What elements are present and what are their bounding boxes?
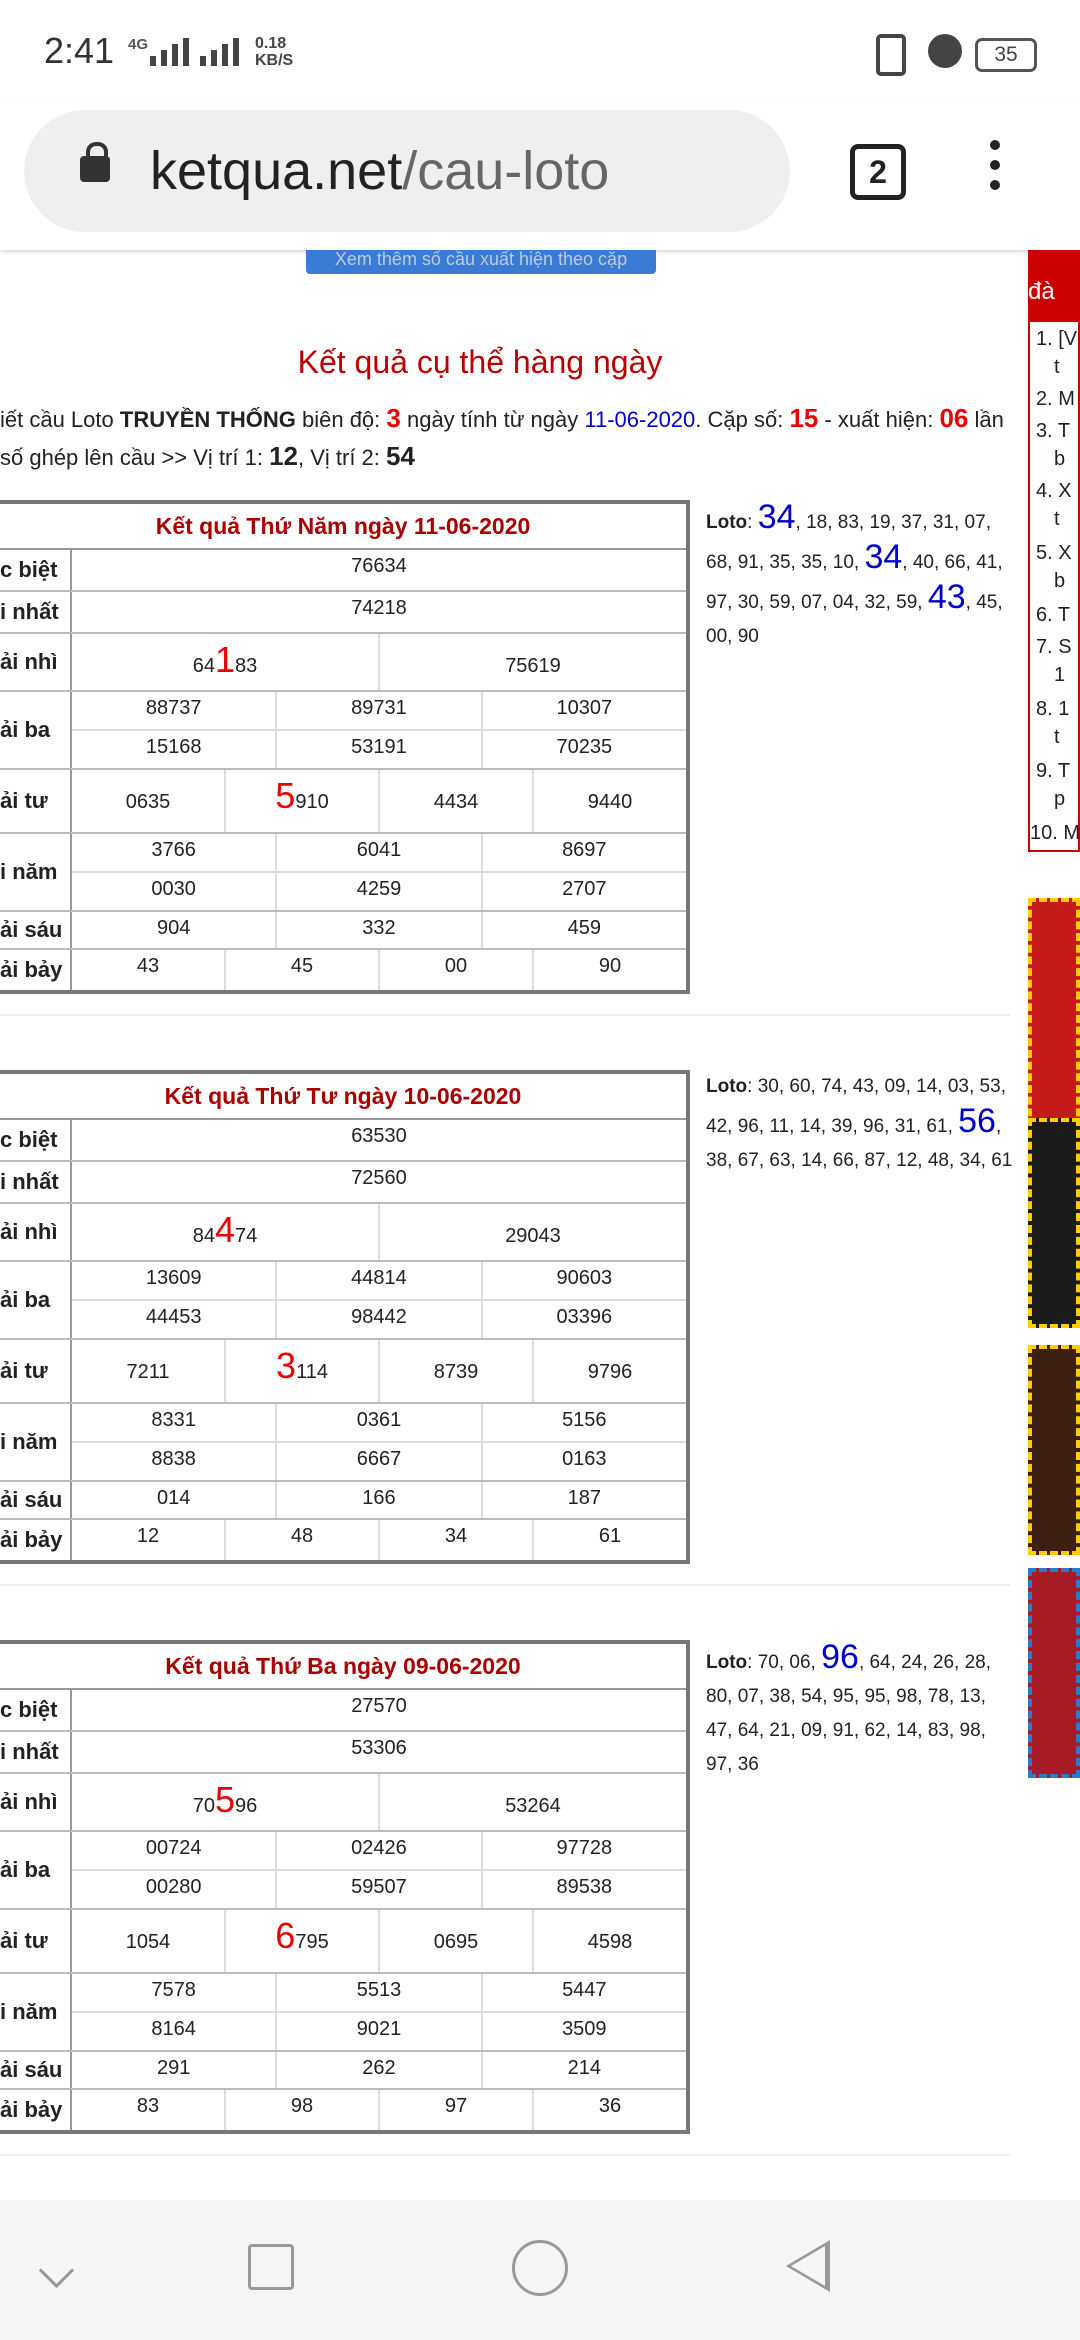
sidebar-item[interactable]: 2. M (1036, 388, 1075, 410)
prize-line (72, 634, 686, 690)
intro-text: iết cầu Loto TRUYỀN THỐNG biên độ: 3 ngày tính từ ngày 11-06-2020. Cặp số: 15 - xuất hiện: 06 lần số ghép lên cầu >> Vị trí 1: 12, Vị trí 2: 54 (0, 403, 1004, 471)
prize-value-prefix: 53264 (505, 1795, 561, 1817)
prize-line (72, 1262, 686, 1299)
prize-line (72, 1869, 686, 1908)
prize-values (72, 1262, 686, 1338)
prize-label: i năm (0, 1404, 72, 1480)
loto-numbers: 70, 06, (757, 1652, 822, 1673)
prize-row-bay (0, 1520, 686, 1560)
prize-value: 90603 (481, 1262, 686, 1299)
prize-value: 7578 (151, 1979, 196, 2001)
prize-line (72, 1690, 686, 1730)
prize-value: 15168 (145, 736, 202, 758)
system-nav-bar (0, 2200, 1080, 2340)
prize-value: 6041 (275, 834, 480, 871)
prize-label: i năm (0, 834, 72, 910)
prize-line (72, 1404, 686, 1441)
sidebar-item[interactable]: 1 (1054, 664, 1066, 686)
prize-label: ải ba (0, 1832, 72, 1908)
prize-value: 291 (156, 2057, 191, 2079)
prize-values (72, 1910, 686, 1972)
prize-value: 27570 (351, 1695, 407, 1717)
prize-value-highlight: 1 (214, 639, 236, 680)
prize-row-sau (0, 2052, 686, 2090)
prize-value: 0163 (481, 1443, 686, 1480)
prize-values (72, 1482, 686, 1518)
prize-value-suffix: 96 (235, 1795, 258, 1817)
prize-value: 36 (532, 2090, 686, 2130)
prize-value: 9021 (275, 2013, 480, 2050)
prize-values (72, 550, 686, 590)
prize-label: ải tư (0, 1340, 72, 1402)
prize-values (72, 1404, 686, 1480)
prize-row-tu (0, 1910, 686, 1974)
prize-label: ải sáu (0, 912, 72, 948)
sidebar-header: đà (1028, 250, 1080, 322)
prize-value-suffix: 910 (295, 791, 329, 813)
sidebar-item[interactable]: 9. T (1036, 760, 1071, 782)
result-table (0, 500, 690, 994)
ad-banner[interactable] (1028, 1118, 1080, 1328)
prize-row-ba (0, 1262, 686, 1340)
ad-banner[interactable] (1028, 1345, 1080, 1555)
prize-value (378, 1204, 686, 1260)
prize-values (72, 770, 686, 832)
prize-value: 98442 (275, 1301, 480, 1338)
prize-values (72, 834, 686, 910)
section-divider (0, 1014, 1010, 1016)
prize-value-prefix: 29043 (505, 1225, 561, 1247)
prize-row-db (0, 1120, 686, 1162)
loto-numbers: , 38, 67, 63, 14, 66, 87, 12, 48, 34, 61 (706, 1116, 1013, 1171)
prize-value: 44453 (145, 1306, 202, 1328)
prize-value: 8697 (481, 834, 686, 871)
prize-label: ải bảy (0, 2090, 72, 2130)
prize-value-prefix: 84 (192, 1225, 215, 1247)
prize-values (72, 2090, 686, 2130)
prize-value: 00 (378, 950, 532, 990)
prize-value: 187 (481, 1482, 686, 1518)
prize-values (72, 1832, 686, 1908)
sidebar-item[interactable]: 8. 1 (1036, 698, 1070, 720)
prize-value: 76634 (351, 555, 407, 577)
home-button[interactable] (512, 2240, 568, 2296)
prize-values (72, 1340, 686, 1402)
prize-row-sau (0, 912, 686, 950)
prize-value: 89731 (275, 692, 480, 729)
prize-value (532, 1910, 686, 1972)
sidebar-item[interactable]: b (1054, 448, 1066, 470)
sidebar-item[interactable]: p (1054, 788, 1066, 810)
prize-line (72, 1732, 686, 1772)
prize-value-prefix: 64 (192, 655, 215, 677)
prize-row-nhat (0, 1162, 686, 1204)
prize-value (378, 1340, 532, 1402)
prize-row-bay (0, 950, 686, 990)
net-speed: 0.18 KB/S (255, 35, 294, 69)
prize-line (72, 2011, 686, 2050)
prize-row-nhi (0, 1204, 686, 1262)
prize-line (72, 2052, 686, 2088)
loto-highlight: 34 (757, 498, 796, 536)
prize-value (378, 634, 686, 690)
result-title: Kết quả Thứ Ba ngày 09-06-2020 (0, 1644, 686, 1690)
prize-value: 53191 (275, 731, 480, 768)
prize-value: 34 (378, 1520, 532, 1560)
prize-value: 459 (481, 912, 686, 948)
prize-value: 90 (532, 950, 686, 990)
loto-label: Loto (706, 1652, 748, 1673)
prize-value-prefix: 4434 (433, 791, 479, 813)
prize-line (72, 1340, 686, 1402)
status-time: 2:41 (44, 30, 115, 71)
sidebar-item[interactable]: 10. M (1030, 822, 1080, 844)
prize-value-highlight: 3 (276, 1345, 297, 1386)
prize-value: 3509 (481, 2013, 686, 2050)
sidebar-item[interactable]: 5. X (1036, 542, 1072, 564)
lock-icon (80, 156, 110, 182)
prize-value-prefix: 8739 (433, 1361, 479, 1383)
prize-values (72, 950, 686, 990)
prize-line (72, 550, 686, 590)
prize-value (72, 1774, 378, 1830)
prize-label: ải bảy (0, 950, 72, 990)
prize-value: 2707 (481, 873, 686, 910)
browser-toolbar (0, 100, 1080, 250)
prize-line (72, 729, 686, 768)
sidebar-item[interactable]: 7. S (1036, 636, 1072, 658)
prize-label: ải tư (0, 770, 72, 832)
prize-row-nhat (0, 592, 686, 634)
prize-value: 43 (136, 955, 160, 977)
prize-value (532, 1340, 686, 1402)
prize-label: ải nhì (0, 1774, 72, 1830)
prize-value: 02426 (275, 1832, 480, 1869)
prize-value-suffix: 74 (235, 1225, 258, 1247)
signal-icon (150, 36, 189, 66)
prize-label: c biệt (0, 1690, 72, 1730)
page-content (0, 250, 1080, 2200)
result-table (0, 1640, 690, 2134)
prize-value (532, 770, 686, 832)
prize-line (72, 592, 686, 632)
prize-row-tu (0, 770, 686, 834)
battery-icon: 35 (975, 38, 1037, 72)
sidebar-item[interactable]: t (1054, 356, 1060, 378)
prize-values (72, 1520, 686, 1560)
prize-value: 44814 (275, 1262, 480, 1299)
prize-value: 88737 (145, 697, 202, 719)
loto-list: Loto: 30, 60, 74, 43, 09, 14, 03, 53, 42, 96, 11, 14, 39, 96, 31, 61, 56, 38, 67, 63, 14, 66, 87, 12, 48, 34, 61 (706, 1076, 1013, 1171)
prize-value-prefix: 9796 (587, 1361, 633, 1383)
prize-value: 74218 (351, 597, 407, 619)
prize-value: 904 (156, 917, 191, 939)
prize-value (72, 634, 378, 690)
prize-value-prefix: 0695 (433, 1931, 479, 1953)
prize-value-suffix: 83 (235, 655, 258, 677)
prize-row-nhat (0, 1732, 686, 1774)
prize-value: 72560 (351, 1167, 407, 1189)
alarm-icon (928, 34, 962, 68)
url-text[interactable]: ketqua.net/cau-loto (150, 141, 610, 201)
loto-list: Loto: 70, 06, 96, 64, 24, 26, 28, 80, 07, 38, 54, 95, 95, 98, 78, 13, 47, 64, 21, 09, 91, 62, 14, 83, 98, 97, 36 (706, 1638, 991, 1775)
right-sidebar (1028, 250, 1080, 2200)
prize-row-db (0, 1690, 686, 1732)
prize-label: ải nhì (0, 1204, 72, 1260)
prize-value (224, 1340, 378, 1402)
loto-highlight: 34 (864, 538, 903, 576)
prize-value: 83 (136, 2095, 160, 2117)
prize-value: 8331 (151, 1409, 196, 1431)
prize-value: 5156 (481, 1404, 686, 1441)
view-more-button[interactable]: Xem thêm số cầu xuất hiện theo cặp (306, 250, 656, 274)
prize-values (72, 1774, 686, 1830)
sidebar-item[interactable]: 1. [V (1036, 328, 1078, 350)
prize-values (72, 1204, 686, 1260)
prize-values (72, 634, 686, 690)
prize-line (72, 2090, 686, 2130)
address-bar[interactable] (24, 110, 790, 232)
prize-value-suffix: 795 (295, 1931, 329, 1953)
prize-line (72, 1441, 686, 1480)
recents-button[interactable] (248, 2244, 294, 2290)
prize-values (72, 912, 686, 948)
prize-values (72, 1732, 686, 1772)
prize-value (378, 770, 532, 832)
prize-label: ải sáu (0, 1482, 72, 1518)
prize-value-prefix: 1054 (125, 1931, 171, 1953)
prize-value (72, 1340, 224, 1402)
prize-line (72, 834, 686, 871)
prize-label: i năm (0, 1974, 72, 2050)
menu-icon[interactable] (990, 140, 1000, 200)
prize-value-prefix: 9440 (587, 791, 633, 813)
prize-label: ải ba (0, 1262, 72, 1338)
prize-label: ải bảy (0, 1520, 72, 1560)
prize-value: 166 (275, 1482, 480, 1518)
section-divider (0, 2154, 1010, 2156)
prize-line (72, 912, 686, 948)
prize-line (72, 1974, 686, 2011)
sidebar-item[interactable]: t (1054, 726, 1060, 748)
prize-value: 10307 (481, 692, 686, 729)
prize-label: ải sáu (0, 2052, 72, 2088)
prize-value: 12 (136, 1525, 160, 1547)
prize-value-suffix: 114 (296, 1361, 328, 1383)
prize-value (72, 1204, 378, 1260)
prize-values (72, 1162, 686, 1202)
prize-value: 61 (532, 1520, 686, 1560)
prize-value (72, 1910, 224, 1972)
prize-values (72, 1120, 686, 1160)
prize-value-highlight: 4 (214, 1209, 236, 1250)
prize-value: 53306 (351, 1737, 407, 1759)
prize-row-sau (0, 1482, 686, 1520)
prize-line (72, 871, 686, 910)
prize-value: 332 (275, 912, 480, 948)
prize-value (224, 770, 378, 832)
signal-icon-2 (200, 36, 239, 66)
prize-value: 5447 (481, 1974, 686, 2011)
result-title: Kết quả Thứ Năm ngày 11-06-2020 (0, 504, 686, 550)
prize-value: 8838 (151, 1448, 196, 1470)
prize-value-prefix: 7211 (126, 1361, 170, 1383)
prize-value: 45 (224, 950, 378, 990)
ad-banner[interactable] (1028, 898, 1080, 1128)
prize-value (378, 1774, 686, 1830)
prize-value: 63530 (351, 1125, 407, 1147)
loto-numbers: , 45, 00, 90 (706, 592, 1003, 647)
prize-value: 97 (378, 2090, 532, 2130)
prize-row-nam (0, 1404, 686, 1482)
prize-label: i nhất (0, 1162, 72, 1202)
prize-row-nhi (0, 634, 686, 692)
loto-numbers: , 18, 83, 19, 37, 31, 07, 68, 91, 35, 35, 10, (706, 512, 991, 573)
prize-value: 214 (481, 2052, 686, 2088)
prize-value: 6667 (275, 1443, 480, 1480)
page-heading: Kết quả cụ thể hàng ngày (297, 344, 663, 380)
prize-value: 4259 (275, 873, 480, 910)
prize-value: 59507 (275, 1871, 480, 1908)
collapse-icon[interactable] (39, 2253, 74, 2288)
prize-value-prefix: 75619 (505, 655, 561, 677)
prize-value (378, 1910, 532, 1972)
prize-label: ải ba (0, 692, 72, 768)
prize-line (72, 1120, 686, 1160)
prize-line (72, 1520, 686, 1560)
prize-row-tu (0, 1340, 686, 1404)
prize-line (72, 1299, 686, 1338)
vibrate-icon (876, 34, 906, 76)
prize-label: i nhất (0, 592, 72, 632)
prize-line (72, 770, 686, 832)
loto-numbers: 30, 60, 74, 43, 09, 14, 03, 53, 42, 96, 11, 14, 39, 96, 31, 61, (706, 1076, 1006, 1137)
prize-value: 014 (156, 1487, 191, 1509)
status-bar (0, 0, 1080, 100)
prize-value (72, 770, 224, 832)
result-title: Kết quả Thứ Tư ngày 10-06-2020 (0, 1074, 686, 1120)
sidebar-list (1028, 322, 1080, 852)
prize-value: 0361 (275, 1404, 480, 1441)
prize-row-db (0, 550, 686, 592)
sidebar-item[interactable]: 4. X (1036, 480, 1072, 502)
prize-value: 00724 (145, 1837, 202, 1859)
back-button[interactable] (786, 2240, 830, 2292)
prize-line (72, 1910, 686, 1972)
prize-row-ba (0, 692, 686, 770)
prize-row-ba (0, 1832, 686, 1910)
loto-numbers: , 64, 24, 26, 28, 80, 07, 38, 54, 95, 95, 98, 78, 13, 47, 64, 21, 09, 91, 62, 14, 83, 98, 97, 36 (706, 1652, 991, 1775)
prize-value-prefix: 0635 (125, 791, 171, 813)
prize-values (72, 592, 686, 632)
prize-line (72, 1774, 686, 1830)
prize-values (72, 1690, 686, 1730)
prize-row-nam (0, 1974, 686, 2052)
sidebar-item[interactable]: b (1054, 570, 1066, 592)
network-type: 4G (128, 36, 149, 53)
prize-row-nam (0, 834, 686, 912)
prize-label: ải nhì (0, 634, 72, 690)
prize-value: 5513 (275, 1974, 480, 2011)
prize-value: 03396 (481, 1301, 686, 1338)
prize-value-highlight: 6 (275, 1915, 296, 1956)
prize-value: 48 (224, 1520, 378, 1560)
loto-highlight: 43 (927, 578, 966, 616)
loto-numbers: , 40, 66, 41, 97, 30, 59, 07, 04, 32, 59, (706, 552, 1003, 613)
prize-value-prefix: 4598 (587, 1931, 633, 1953)
loto-label: Loto (706, 1076, 748, 1097)
prize-value: 97728 (481, 1832, 686, 1869)
loto-highlight: 96 (821, 1638, 859, 1676)
prize-label: i nhất (0, 1732, 72, 1772)
sidebar-item[interactable]: 6. T (1036, 604, 1071, 626)
prize-value-prefix: 70 (192, 1795, 215, 1817)
prize-value: 00280 (145, 1876, 202, 1898)
prize-line (72, 1482, 686, 1518)
sidebar-item[interactable]: t (1054, 508, 1060, 530)
prize-label: c biệt (0, 1120, 72, 1160)
prize-line (72, 1204, 686, 1260)
prize-value: 89538 (481, 1871, 686, 1908)
ad-banner[interactable] (1028, 1568, 1080, 1778)
prize-label: c biệt (0, 550, 72, 590)
prize-value: 8164 (151, 2018, 196, 2040)
prize-values (72, 1974, 686, 2050)
prize-values (72, 2052, 686, 2088)
prize-value: 262 (275, 2052, 480, 2088)
prize-value: 3766 (151, 839, 196, 861)
prize-row-nhi (0, 1774, 686, 1832)
prize-label: ải tư (0, 1910, 72, 1972)
prize-line (72, 1832, 686, 1869)
tab-switcher-button[interactable]: 2 (850, 144, 906, 200)
prize-line (72, 950, 686, 990)
loto-label: Loto (706, 512, 748, 533)
prize-value: 13609 (145, 1267, 202, 1289)
loto-highlight: 56 (958, 1102, 996, 1140)
prize-values (72, 692, 686, 768)
prize-line (72, 692, 686, 729)
result-table (0, 1070, 690, 1564)
loto-list: Loto: 34, 18, 83, 19, 37, 31, 07, 68, 91, 35, 35, 10, 34, 40, 66, 41, 97, 30, 59, 07, 04, 32, 59, 43, 45, 00, 90 (706, 498, 1003, 647)
prize-value-highlight: 5 (214, 1779, 236, 1820)
prize-value: 0030 (151, 878, 196, 900)
prize-line (72, 1162, 686, 1202)
prize-value: 98 (224, 2090, 378, 2130)
prize-row-bay (0, 2090, 686, 2130)
sidebar-item[interactable]: 3. T (1036, 420, 1071, 442)
section-divider (0, 1584, 1010, 1586)
prize-value-highlight: 5 (275, 775, 296, 816)
prize-value (224, 1910, 378, 1972)
prize-value: 70235 (481, 731, 686, 768)
